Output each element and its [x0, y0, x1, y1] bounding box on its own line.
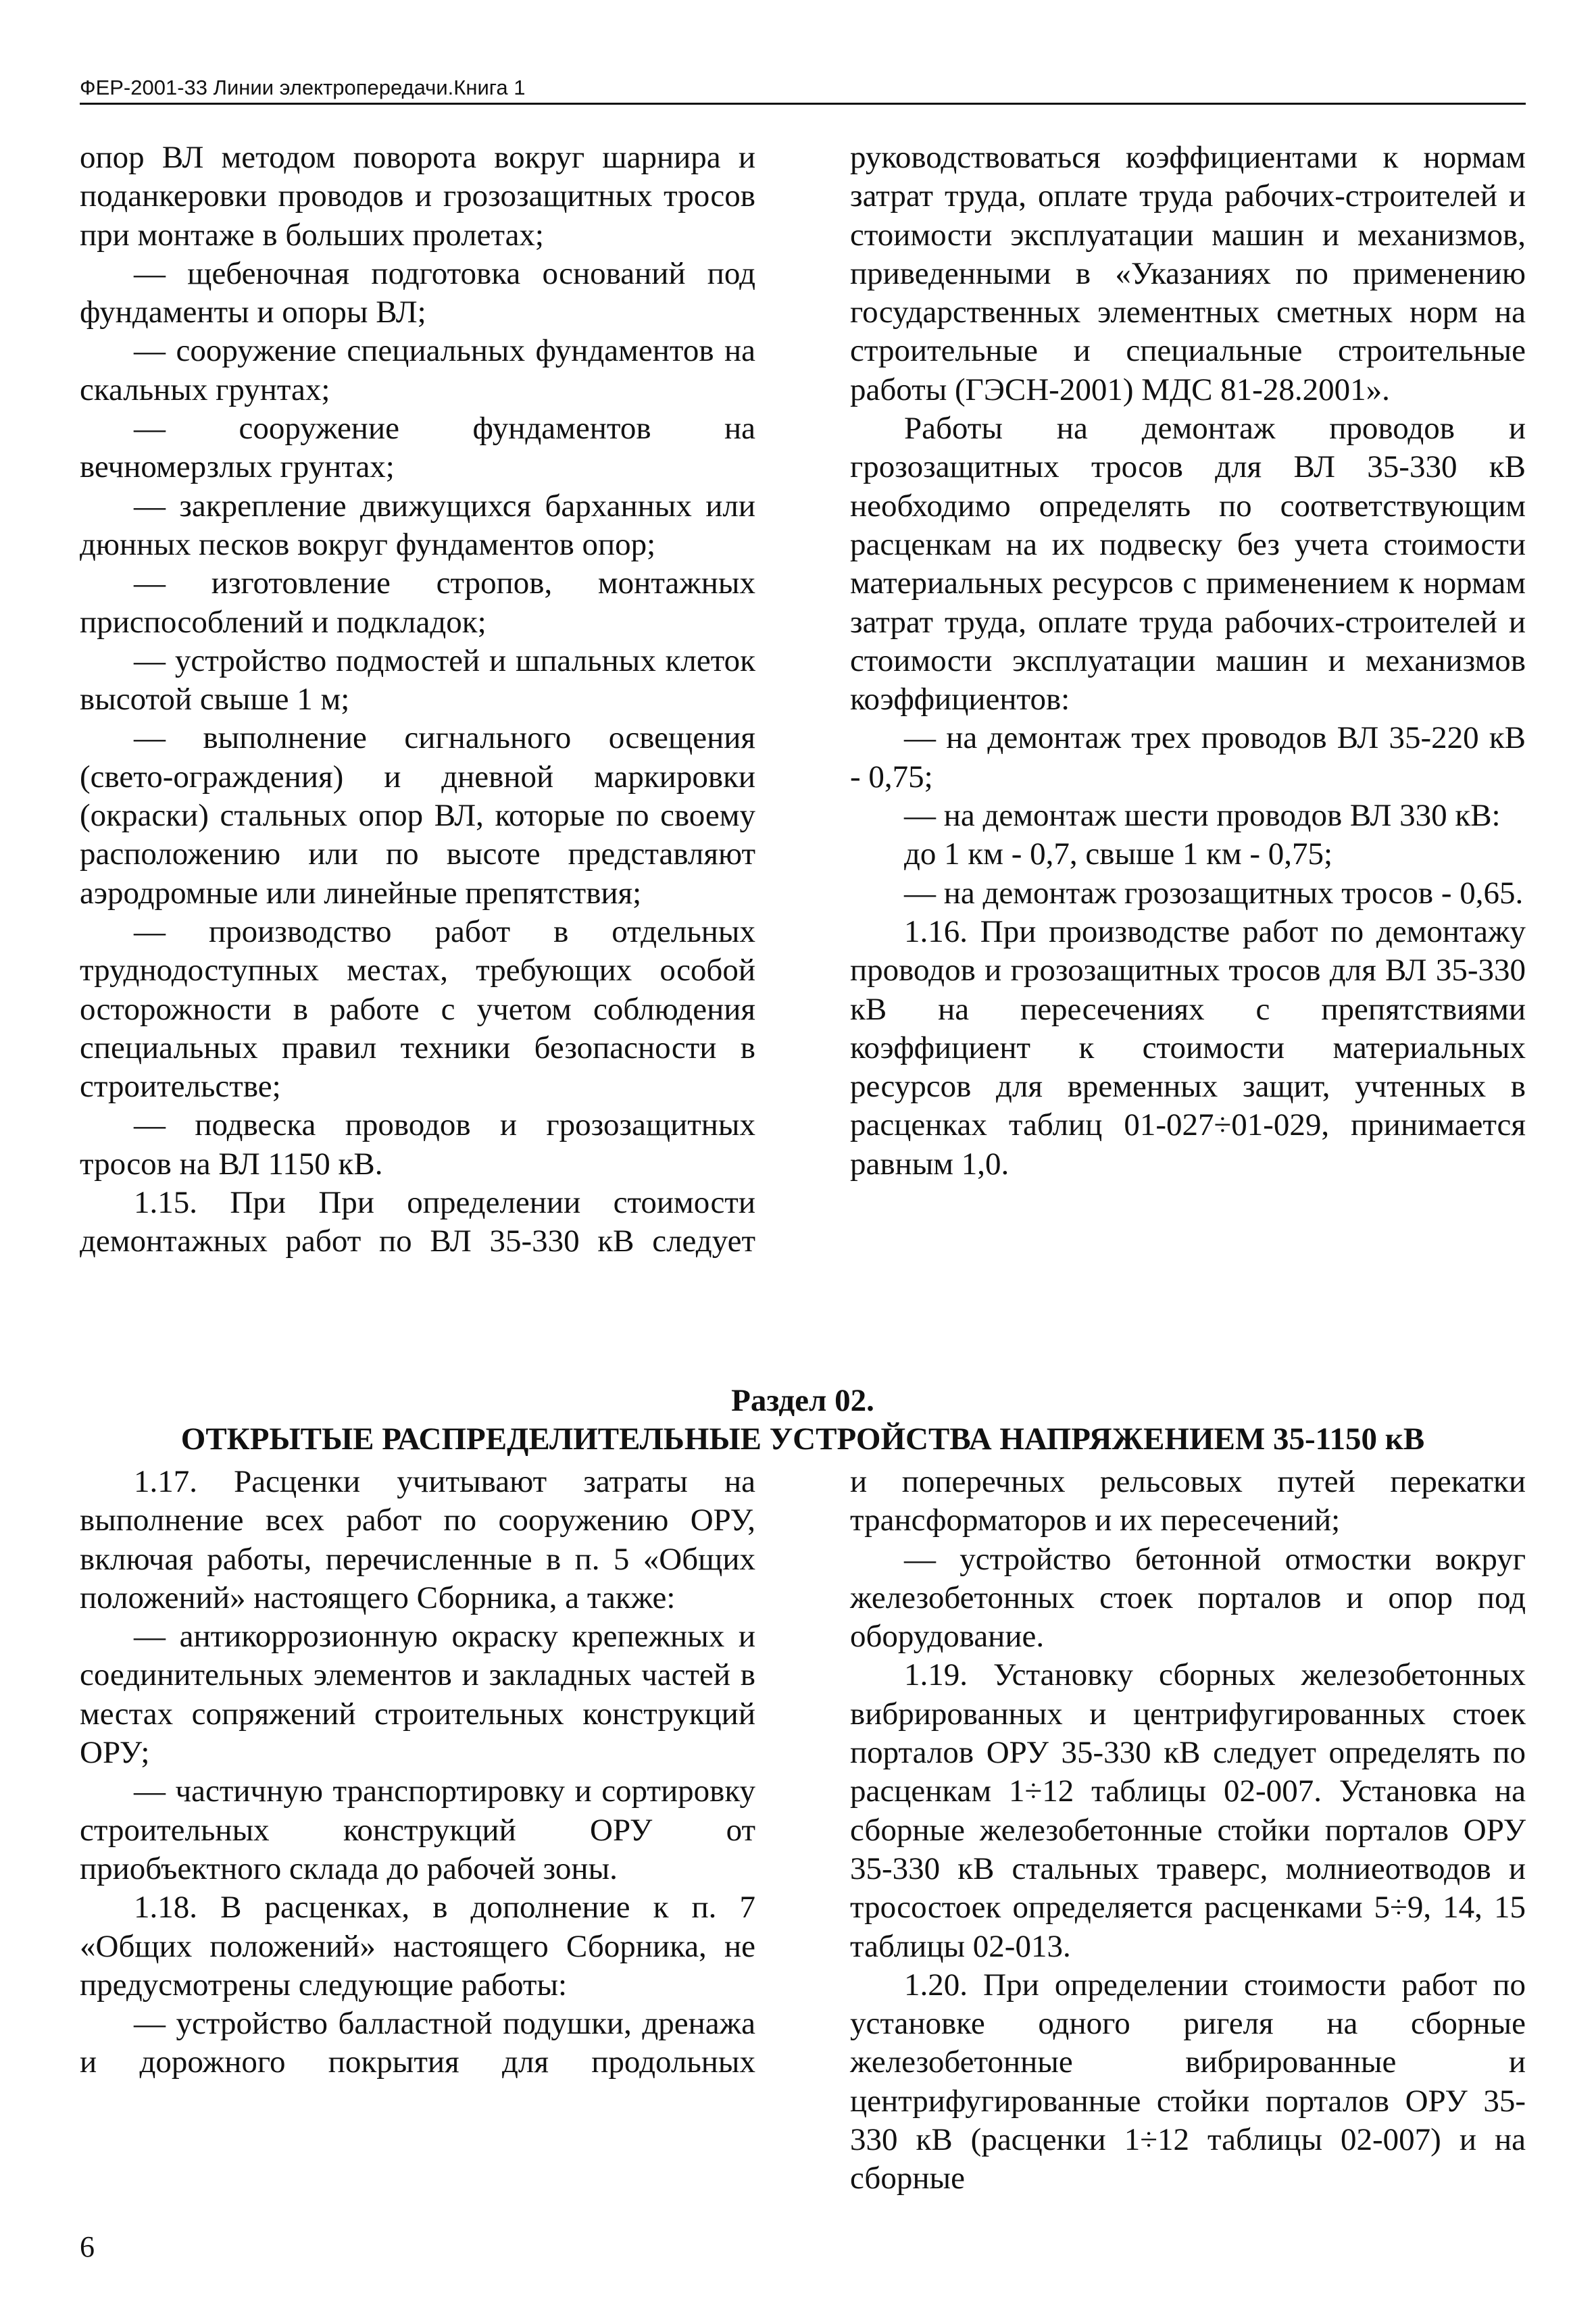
section-title: ОТКРЫТЫЕ РАСПРЕДЕЛИТЕЛЬНЫЕ УСТРОЙСТВА НАПРЯЖЕНИЕМ 35-1150 кВ	[180, 1422, 1425, 1457]
paragraph: — подвеска проводов и грозозащитных тросов на ВЛ 1150 кВ.	[80, 1107, 755, 1182]
page-number: 6	[80, 2230, 95, 2263]
paragraph: — сооружение фундаментов на вечномерзлых грунтах;	[80, 411, 755, 485]
paragraph: — на демонтаж шести проводов ВЛ 330 кВ:	[904, 798, 1501, 834]
paragraph: до 1 км - 0,7, свыше 1 км - 0,75;	[904, 836, 1333, 872]
paragraph: — щебеночная подготовка оснований под фундаменты и опоры ВЛ;	[80, 255, 755, 330]
paragraph: — на демонтаж трех проводов ВЛ 35-220 кВ - 0,75;	[850, 720, 1526, 795]
top-right-column	[850, 139, 1526, 1184]
running-header: ФЕР-2001-33 Линии электропередачи.Книга 1	[80, 74, 1526, 105]
paragraph: 1.16. При производстве работ по демонтажу проводов и грозозащитных тросов для ВЛ 35-330 кВ на пересечениях с препятствиями коэффициент к стоимости материальных ресурсов для временных защит, учтенных в расценках таблиц 01-027÷01-029, принимается равным 1,0.	[850, 913, 1526, 1182]
bottom-right-column	[850, 1463, 1526, 2198]
top-left-column	[80, 139, 755, 1261]
paragraph: 1.17. Расценки учитывают затраты на выполнение всех работ по сооружению ОРУ, включая работы, перечисленные в п. 5 «Общих положений» настоящего Сборника, а также:	[80, 1464, 755, 1615]
paragraph: 1.15. При При определении стоимости демонтажных работ по ВЛ 35-330 кВ следует	[80, 1185, 755, 1259]
paragraph: — выполнение сигнального освещения (свето-ограждения) и дневной маркировки (окраски) стальных опор ВЛ, которые по своему расположению или по высоте представляют аэродромные или линейные препятствия;	[80, 720, 755, 911]
paragraph: — закрепление движущихся барханных или дюнных песков вокруг фундаментов опор;	[80, 488, 755, 562]
paragraph: — устройство балластной подушки, дренажа и дорожного покрытия для продольных	[80, 2006, 755, 2080]
section-heading	[80, 1382, 1526, 1459]
paragraph: — производство работ в отдельных труднодоступных местах, требующих особой осторожности в работе с учетом соблюдения специальных правил техники безопасности в строительстве;	[80, 913, 755, 1105]
paragraph: руководствоваться коэффициентами к нормам затрат труда, оплате труда рабочих-строителей и стоимости эксплуатации машин и механизмов, приведенными в «Указаниях по применению государственных элементных сметных норм на строительные и специальные строительные работы (ГЭСН-2001) МДС 81-28.2001».	[850, 140, 1526, 407]
paragraph: 1.18. В расценках, в дополнение к п. 7 «Общих положений» настоящего Сборника, не предусмотрены следующие работы:	[80, 1890, 755, 2003]
paragraph: — сооружение специальных фундаментов на скальных грунтах;	[80, 333, 755, 407]
paragraph: 1.19. Установку сборных железобетонных вибрированных и центрифугированных стоек порталов ОРУ 35-330 кВ следует определять по расценкам 1÷12 таблицы 02-007. Установка на сборные железобетонные стойки порталов ОРУ 35-330 кВ стальных траверс, молниеотводов и тросостоек определяется расценками 5÷9, 14, 15 таблицы 02-013.	[850, 1657, 1526, 1964]
paragraph: и поперечных рельсовых путей перекатки трансформаторов и их пересечений;	[850, 1464, 1526, 1538]
paragraph: — антикоррозионную окраску крепежных и соединительных элементов и закладных частей в местах сопряжений строительных конструкций ОРУ;	[80, 1619, 755, 1771]
paragraph: Работы на демонтаж проводов и грозозащитных тросов для ВЛ 35-330 кВ необходимо определять по соответствующим расценкам на их подвеску без учета стоимости материальных ресурсов с применением к нормам затрат труда, оплате труда рабочих-строителей и стоимости эксплуатации машин и механизмов коэффициентов:	[850, 411, 1526, 718]
paragraph: 1.20. При определении стоимости работ по установке одного ригеля на сборные железобетонные вибрированные и центрифугированные стойки порталов ОРУ 35-330 кВ (расценки 1÷12 таблицы 02-007) и на сборные	[850, 1967, 1526, 2196]
paragraph: опор ВЛ методом поворота вокруг шарнира и поданкеровки проводов и грозозащитных тросов при монтаже в больших пролетах;	[80, 140, 755, 253]
paragraph: — изготовление стропов, монтажных приспособлений и подкладок;	[80, 565, 755, 640]
paragraph: — устройство бетонной отмостки вокруг железобетонных стоек порталов и опор под оборудование.	[850, 1541, 1526, 1655]
paragraph: — устройство подмостей и шпальных клеток высотой свыше 1 м;	[80, 643, 755, 718]
paragraph: — на демонтаж грозозащитных тросов - 0,65.	[904, 875, 1524, 911]
paragraph: — частичную транспортировку и сортировку строительных конструкций ОРУ от приобъектного склада до рабочей зоны.	[80, 1774, 755, 1886]
bottom-left-column	[80, 1463, 755, 2082]
section-number: Раздел 02.	[731, 1383, 874, 1418]
